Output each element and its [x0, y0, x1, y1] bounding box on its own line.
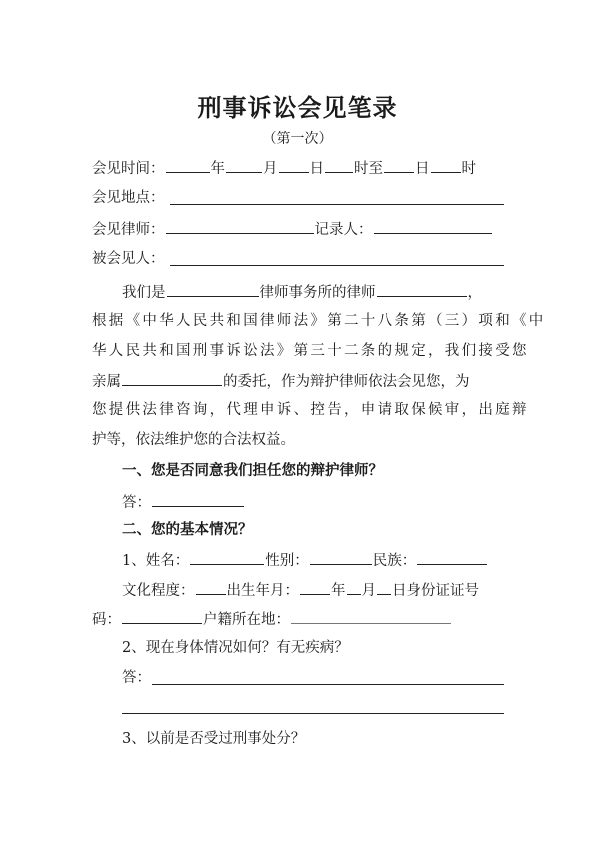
q1-answer-line: 答：: [122, 491, 245, 511]
intro-line-1: 我们是 律师事务所的律师 ，: [122, 281, 482, 301]
education-line: 文化程度： 出生年月： 年 月 日身份证证号: [122, 579, 479, 599]
hour2-blank[interactable]: [431, 157, 461, 173]
birth-month-blank[interactable]: [347, 579, 361, 595]
intro-line-5: 您提供法律咨询，代理申诉、控告，申请取保候审，出庭辩: [92, 402, 529, 418]
id-household-line: 码： 户籍所在地：: [92, 608, 452, 628]
gender-blank[interactable]: [310, 549, 372, 565]
birth-year-blank[interactable]: [300, 579, 330, 595]
health-answer-label: 答：: [122, 670, 151, 686]
day2-blank[interactable]: [384, 157, 414, 173]
month-blank[interactable]: [226, 157, 262, 173]
intro-line-4: 亲属 的委托，作为辩护律师依法会见您，为: [92, 370, 470, 390]
lawyer-blank[interactable]: [166, 218, 314, 234]
document-subtitle: （第一次）: [262, 131, 333, 147]
meeting-place-label: 会见地点：: [92, 190, 165, 206]
basic-info-line: 1、姓名： 性别： 民族：: [122, 549, 488, 569]
lawyer-name-blank[interactable]: [377, 281, 467, 297]
ethnicity-blank[interactable]: [417, 549, 487, 565]
health-answer-blank[interactable]: [152, 684, 504, 685]
name-blank[interactable]: [190, 549, 264, 565]
recorder-blank[interactable]: [374, 218, 492, 234]
lawyer-line: 会见律师： 记录人：: [92, 218, 493, 238]
year-blank[interactable]: [166, 157, 210, 173]
document-title: 刑事诉讼会见笔录: [197, 93, 398, 122]
interviewee-blank[interactable]: [170, 265, 504, 266]
health-question: 2、现在身体情况如何？有无疾病？: [122, 640, 349, 656]
law-firm-blank[interactable]: [167, 281, 259, 297]
hour-blank[interactable]: [325, 157, 353, 173]
day-blank[interactable]: [279, 157, 309, 173]
relative-blank[interactable]: [122, 370, 222, 386]
question-3: 3、以前是否受过刑事处分？: [122, 731, 306, 747]
intro-line-2: 根据《中华人民共和国律师法》第二十八条第（三）项和《中: [92, 313, 546, 329]
meeting-place-blank[interactable]: [170, 204, 504, 205]
id-number-blank[interactable]: [122, 608, 202, 624]
meeting-time-line: 会见时间： 年 月 日 时至 日 时: [92, 157, 476, 177]
q1-answer-blank[interactable]: [152, 491, 244, 507]
household-blank[interactable]: [291, 608, 451, 624]
question-1: 一、您是否同意我们担任您的辩护律师？: [122, 462, 383, 479]
question-2-heading: 二、您的基本情况？: [122, 521, 253, 538]
interviewee-label: 被会见人：: [92, 251, 165, 267]
education-blank[interactable]: [196, 579, 226, 595]
health-answer-blank-2[interactable]: [122, 713, 504, 714]
birth-day-blank[interactable]: [377, 579, 391, 595]
intro-line-3: 华人民共和国刑事诉讼法》第三十二条的规定，我们接受您: [92, 343, 529, 359]
intro-line-6: 护等，依法维护您的合法权益。: [92, 432, 295, 448]
